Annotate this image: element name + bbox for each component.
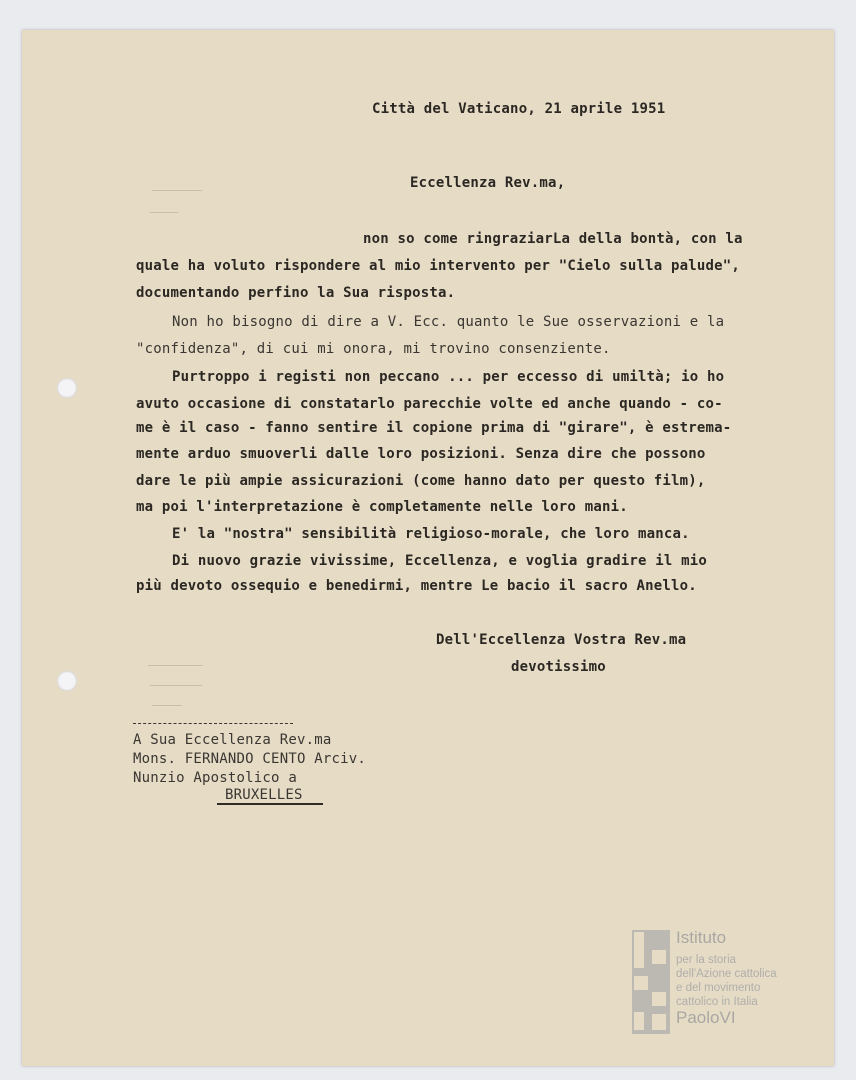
body-line: Di nuovo grazie vivissime, Eccellenza, e voglia gradire il mio (172, 553, 707, 569)
margin-mark (152, 190, 202, 191)
watermark-line: e del movimento (676, 982, 761, 994)
body-line: avuto occasione di constatarlo parecchie volte ed anche quando - co- (136, 396, 723, 412)
body-line: più devoto ossequio e benedirmi, mentre Le bacio il sacro Anello. (136, 578, 697, 594)
body-line: E' la "nostra" sensibilità religioso-morale, che loro manca. (172, 526, 690, 542)
closing-signoff: devotissimo (511, 659, 606, 675)
body-line: documentando perfino la Sua risposta. (136, 285, 456, 301)
address-city-underline (217, 803, 323, 805)
body-line: non so come ringraziarLa della bontà, con la (363, 231, 743, 247)
address-city: BRUXELLES (225, 787, 303, 803)
margin-mark (152, 705, 182, 706)
body-line: me è il caso - fanno sentire il copione prima di "girare", è estrema- (136, 420, 732, 436)
body-line: Non ho bisogno di dire a V. Ecc. quanto le Sue osservazioni e la (172, 314, 725, 330)
address-line: Mons. FERNANDO CENTO Arciv. (133, 751, 366, 767)
place-date: Città del Vaticano, 21 aprile 1951 (372, 101, 666, 117)
watermark-line: PaoloVI (676, 1008, 736, 1027)
punch-hole-top (57, 378, 77, 398)
margin-mark (148, 665, 203, 666)
salutation: Eccellenza Rev.ma, (410, 175, 566, 191)
watermark-line: cattolico in Italia (676, 996, 758, 1008)
margin-mark (150, 212, 178, 213)
watermark-line: Istituto (676, 928, 727, 947)
archive-watermark-logo (632, 930, 792, 1036)
punch-hole-bottom (57, 671, 77, 691)
address-line: Nunzio Apostolico a (133, 770, 297, 786)
margin-mark (150, 685, 202, 686)
body-line: dare le più ampie assicurazioni (come hanno dato per questo film), (136, 473, 706, 489)
body-line: ma poi l'interpretazione è completamente nelle loro mani. (136, 499, 628, 515)
body-line: quale ha voluto rispondere al mio intervento per "Cielo sulla palude", (136, 258, 741, 274)
body-line: "confidenza", di cui mi onora, mi trovino consenziente. (136, 341, 611, 357)
isacem-mark-icon (632, 930, 670, 1034)
watermark-line: per la storia (676, 954, 737, 966)
watermark-line: dell'Azione cattolica (676, 968, 777, 980)
body-line: mente arduo smuoverli dalle loro posizioni. Senza dire che possono (136, 446, 706, 462)
address-separator (133, 723, 293, 725)
closing-formula: Dell'Eccellenza Vostra Rev.ma (436, 632, 687, 648)
body-line: Purtroppo i registi non peccano ... per eccesso di umiltà; io ho (172, 369, 725, 385)
address-line: A Sua Eccellenza Rev.ma (133, 732, 332, 748)
